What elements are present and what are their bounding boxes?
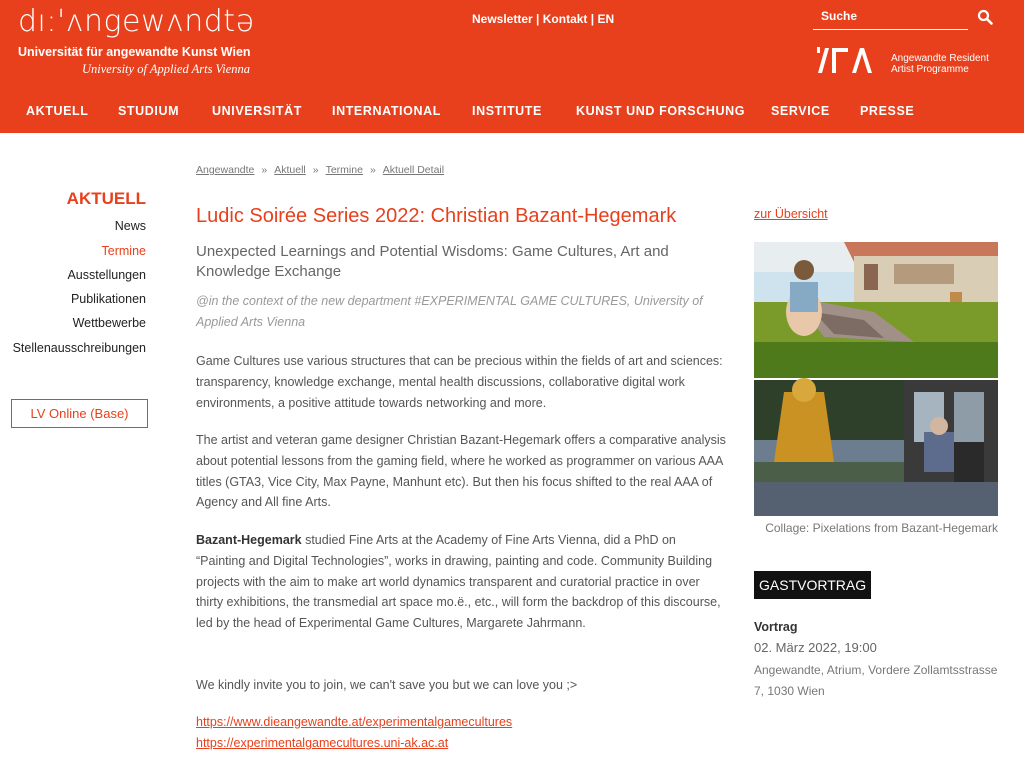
sidebar-item-wettbewerbe[interactable]: Wettbewerbe bbox=[72, 316, 146, 330]
breadcrumb-separator: » bbox=[312, 164, 319, 176]
lv-online-button[interactable]: LV Online (Base) bbox=[11, 399, 148, 428]
nav-item-service[interactable]: SERVICE bbox=[771, 104, 830, 118]
nav-item-studium[interactable]: STUDIUM bbox=[118, 104, 180, 118]
top-links-separator: | bbox=[590, 12, 595, 26]
event-date: 02. März 2022, 19:00 bbox=[754, 640, 877, 655]
link-dieangewandte[interactable]: https://www.dieangewandte.at/experimentalgamecultures bbox=[196, 715, 513, 729]
event-category-badge: GASTVORTRAG bbox=[754, 571, 871, 599]
language-en-link[interactable]: EN bbox=[597, 12, 615, 26]
top-links bbox=[472, 12, 614, 26]
artist-name: Bazant-Hegemark bbox=[196, 533, 302, 547]
sidebar-item-stellenausschreibungen[interactable]: Stellenausschreibungen bbox=[12, 341, 146, 355]
search-underline bbox=[813, 29, 968, 30]
sidebar-item-ausstellungen[interactable]: Ausstellungen bbox=[67, 268, 146, 282]
kontakt-link[interactable]: Kontakt bbox=[542, 12, 588, 26]
article-paragraph-2: The artist and veteran game designer Christian Bazant-Hegemark offers a comparative analysis about potential lessons from the gaming field, where he worked as programmer on various AAA titles (GTA3, Vice City, Max Payne, Manhunt etc). But then his focus shifted to the real AAA of Agency and All fine Arts. bbox=[196, 433, 726, 510]
event-location: Angewandte, Atrium, Vordere Zollamtsstrasse 7, 1030 Wien bbox=[754, 663, 998, 698]
university-name-de: Universität für angewandte Kunst Wien bbox=[18, 45, 251, 59]
link-experimentalgamecultures[interactable]: https://experimentalgamecultures.uni-ak.ac.at bbox=[196, 736, 449, 750]
nav-item-international[interactable]: INTERNATIONAL bbox=[332, 104, 441, 118]
article-paragraph-3-text: studied Fine Arts at the Academy of Fine Arts Vienna, did a PhD on “Painting and Digital Technologies”, works in drawing, painting and code. Community Building projects with the aim to make art world dynamics transparent and curatorial practice in over thirty exhibitions, the transmedial art space mo.ë., etc., will form the backdrop of this discourse, led by the head of Experimental Game Cultures, Margarete Jahrmann. bbox=[196, 533, 721, 631]
breadcrumb-separator: » bbox=[369, 164, 376, 176]
site-header bbox=[0, 0, 1024, 133]
sidebar-title: AKTUELL bbox=[66, 189, 146, 208]
breadcrumb-angewandte[interactable]: Angewandte bbox=[196, 164, 255, 176]
article-paragraph-1: Game Cultures use various structures that can be precious within the fields of art and sciences: transparency, knowledge exchange, mental health discussions, collaborative digital work environments, a positive attitude towards networking and more. bbox=[196, 354, 723, 410]
nav-item-institute[interactable]: INSTITUTE bbox=[472, 104, 542, 118]
breadcrumb-aktuell-detail[interactable]: Aktuell Detail bbox=[382, 164, 445, 176]
breadcrumb-termine[interactable]: Termine bbox=[325, 164, 363, 176]
university-logo[interactable]: dı:'ʌngewʌndtə bbox=[18, 4, 255, 39]
top-links-separator: | bbox=[536, 12, 540, 26]
article-context: @in the context of the new department #EXPERIMENTAL GAME CULTURES, University of Applied Arts Vienna bbox=[196, 294, 703, 329]
university-name-en: University of Applied Arts Vienna bbox=[82, 62, 251, 76]
event-type: Vortrag bbox=[754, 620, 798, 634]
article-paragraph-3 bbox=[196, 530, 726, 634]
newsletter-link[interactable]: Newsletter bbox=[472, 12, 533, 26]
breadcrumb bbox=[196, 164, 444, 176]
back-to-overview-link[interactable]: zur Übersicht bbox=[754, 207, 828, 221]
nav-item-universitaet[interactable]: UNIVERSITÄT bbox=[212, 104, 302, 118]
breadcrumb-aktuell[interactable]: Aktuell bbox=[274, 164, 306, 176]
sidebar-item-news[interactable]: News bbox=[114, 219, 146, 233]
ara-line2: Artist Programme bbox=[891, 64, 969, 75]
breadcrumb-separator: » bbox=[261, 164, 268, 176]
search-input[interactable]: Suche bbox=[821, 9, 858, 23]
article-subtitle: Unexpected Learnings and Potential Wisdoms: Game Cultures, Art and Knowledge Exchange bbox=[196, 243, 669, 280]
nav-item-presse[interactable]: PRESSE bbox=[860, 104, 915, 118]
page-title: Ludic Soirée Series 2022: Christian Bazant-Hegemark bbox=[196, 205, 677, 227]
sidebar-item-termine[interactable]: Termine bbox=[101, 244, 146, 258]
collage-image bbox=[754, 242, 998, 516]
nav-item-aktuell[interactable]: AKTUELL bbox=[26, 104, 89, 118]
search-icon[interactable] bbox=[977, 9, 993, 25]
image-caption: Collage: Pixelations from Bazant-Hegemark bbox=[765, 521, 998, 535]
ara-line1: Angewandte Resident bbox=[891, 53, 989, 64]
article-paragraph-4: We kindly invite you to join, we can't save you but we can love you ;> bbox=[196, 678, 578, 692]
ara-logo[interactable] bbox=[816, 46, 878, 74]
sidebar-item-publikationen[interactable]: Publikationen bbox=[70, 292, 146, 306]
nav-item-kunst-und-forschung[interactable]: KUNST UND FORSCHUNG bbox=[576, 104, 746, 118]
